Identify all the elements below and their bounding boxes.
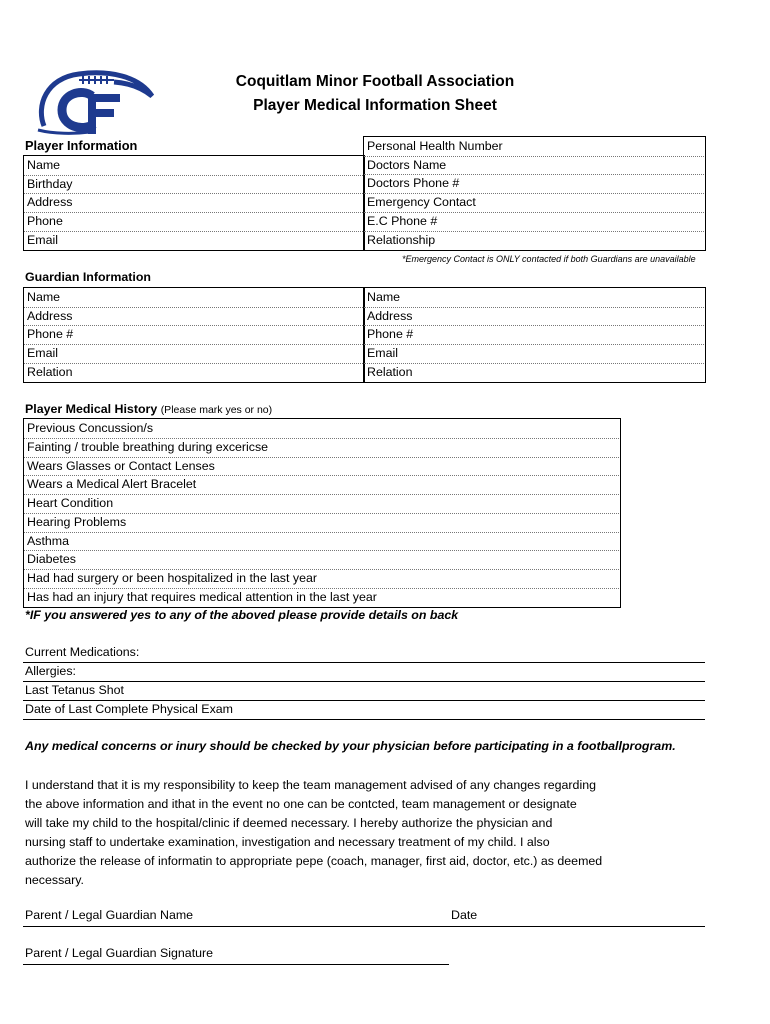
medical-history-item-field[interactable]: Fainting / trouble breathing during excericse — [27, 439, 269, 454]
medical-history-item-field[interactable]: Heart Condition — [27, 496, 114, 510]
guardian-right-field[interactable]: Address — [367, 308, 413, 323]
other-info-line[interactable] — [23, 681, 705, 682]
medical-history-item-field[interactable]: Has had an injury that requires medical attention in the last year — [27, 589, 377, 604]
guardian-name-line[interactable] — [23, 926, 705, 927]
other-info-label: Date of Last Complete Physical Exam — [25, 701, 233, 716]
other-info-line[interactable] — [23, 662, 705, 663]
guardian-right-field[interactable]: Email — [367, 346, 398, 361]
medical-history-heading: Player Medical History — [25, 402, 158, 416]
cmfa-logo — [34, 66, 154, 136]
medical-history-item-field[interactable]: Asthma — [27, 533, 70, 548]
guardian-left-field[interactable]: Address — [27, 308, 73, 323]
consent-line: I understand that it is my responsibility to keep the team management advised of any changes regarding — [25, 778, 596, 792]
signature-label: Parent / Legal Guardian Signature — [25, 946, 214, 960]
player-info-heading: Player Information — [25, 138, 138, 153]
consent-paragraph — [25, 776, 705, 889]
org-name: Coquitlam Minor Football Association — [235, 73, 515, 90]
guardian-left-field[interactable]: Name — [27, 290, 61, 304]
medical-history-item-field[interactable]: Wears a Medical Alert Bracelet — [27, 477, 197, 492]
sheet-title: Player Medical Information Sheet — [253, 97, 497, 114]
medical-history-item-field[interactable]: Diabetes — [27, 552, 76, 567]
other-info-label: Current Medications: — [25, 645, 140, 659]
player-info-right-field[interactable]: Doctors Name — [367, 157, 447, 172]
consent-line: authorize the release of informatin to appropriate pepe (coach, manager, first aid, doctor, etc.) as deemed — [25, 853, 603, 868]
medical-history-item-field[interactable]: Had had surgery or been hospitalized in the last year — [27, 571, 317, 585]
player-info-left-field[interactable]: Name — [27, 158, 61, 172]
date-label: Date — [451, 908, 478, 922]
football-logo-icon — [34, 66, 154, 136]
other-info-line[interactable] — [23, 719, 705, 720]
medical-history-heading-row — [25, 402, 272, 416]
player-info-right-field[interactable]: Personal Health Number — [367, 139, 503, 153]
signature-line[interactable] — [23, 964, 449, 965]
player-info-left-field[interactable]: Birthday — [27, 176, 73, 191]
medical-history-note: (Please mark yes or no) — [160, 404, 273, 416]
player-info-right-field[interactable]: Emergency Contact — [367, 195, 476, 210]
medical-history-item-field[interactable]: Wears Glasses or Contact Lenses — [27, 458, 215, 473]
other-info-label: Last Tetanus Shot — [25, 682, 124, 697]
medical-history-footnote: *IF you answered yes to any of the aboved please provide details on back — [25, 608, 459, 622]
guardian-right-field[interactable]: Phone # — [367, 327, 414, 342]
guardian-name-label: Parent / Legal Guardian Name — [25, 908, 194, 922]
player-info-right-field[interactable]: E.C Phone # — [367, 213, 438, 228]
player-info-left-field[interactable]: Address — [27, 195, 73, 210]
other-info-line[interactable] — [23, 700, 705, 701]
guardian-info-heading: Guardian Information — [25, 270, 151, 284]
consent-line: nursing staff to undertake examination, investigation and necessary treatment of my child. I also — [25, 834, 550, 849]
medical-history-item-field[interactable]: Previous Concussion/s — [27, 421, 154, 435]
guardian-left-field[interactable]: Phone # — [27, 327, 74, 342]
other-info-label: Allergies: — [25, 663, 76, 678]
emergency-contact-note: *Emergency Contact is ONLY contacted if both Guardians are unavailable — [402, 254, 696, 264]
player-info-right-field[interactable]: Doctors Phone # — [367, 176, 460, 191]
medical-history-item-field[interactable]: Hearing Problems — [27, 514, 127, 529]
guardian-right-field[interactable]: Relation — [367, 364, 413, 379]
consent-line: the above information and ithat in the event no one can be contcted, team management or designate — [25, 796, 577, 811]
guardian-left-field[interactable]: Relation — [27, 364, 73, 379]
consent-line: necessary. — [25, 872, 84, 887]
player-info-left-field[interactable]: Email — [27, 232, 58, 247]
guardian-left-field[interactable]: Email — [27, 346, 58, 361]
guardian-right-field[interactable]: Name — [367, 290, 401, 304]
player-info-left-field[interactable]: Phone — [27, 214, 63, 229]
player-info-right-field[interactable]: Relationship — [367, 232, 436, 247]
consent-line: will take my child to the hospital/clinic if deemed necessary. I hereby authorize the physician and — [25, 815, 553, 830]
physician-warning: Any medical concerns or inury should be checked by your physician before participating in a footballprogram. — [25, 739, 676, 753]
